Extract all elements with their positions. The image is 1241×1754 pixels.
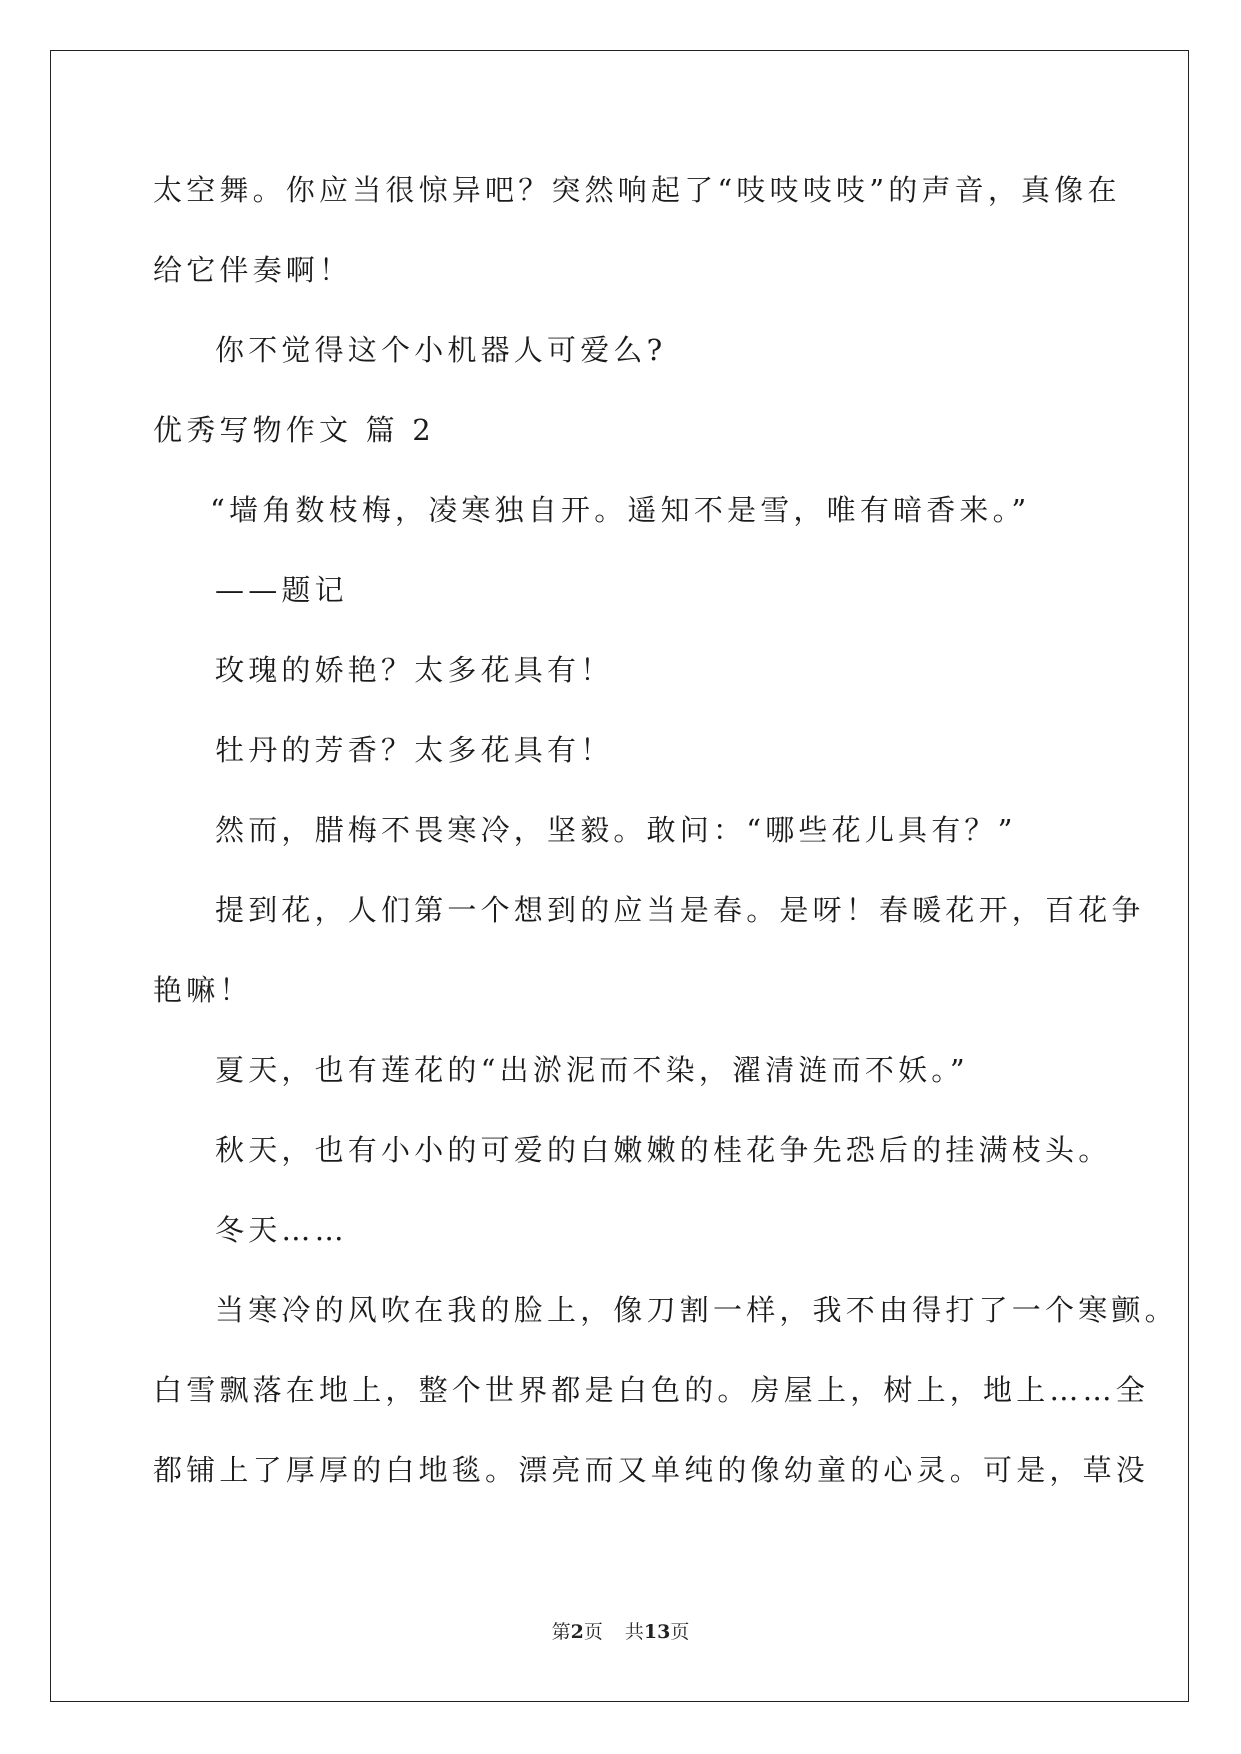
- text-line-8: 牡丹的芳香？太多花具有！: [215, 733, 614, 767]
- text-line-15: 当寒冷的风吹在我的脸上，像刀割一样，我不由得打了一个寒颤。: [215, 1293, 1178, 1327]
- footer-page-suffix: 页: [583, 1621, 603, 1643]
- text-line-17: 都铺上了厚厚的白地毯。漂亮而又单纯的像幼童的心灵。可是，草没: [153, 1453, 1150, 1487]
- text-line-3: 你不觉得这个小机器人可爱么?: [215, 333, 667, 367]
- text-line-7: 玫瑰的娇艳？太多花具有！: [215, 653, 614, 687]
- text-line-1: 太空舞。你应当很惊异吧？突然响起了“吱吱吱吱”的声音，真像在: [153, 173, 1121, 207]
- text-line-9: 然而，腊梅不畏寒冷，坚毅。敢问：“哪些花儿具有？”: [215, 813, 1017, 847]
- section-heading: 优秀写物作文 篇 2: [153, 413, 435, 447]
- footer-total-suffix: 页: [670, 1621, 690, 1643]
- footer-page-prefix: 第: [551, 1621, 571, 1643]
- text-line-14: 冬天……: [215, 1213, 348, 1247]
- text-line-2: 给它伴奏啊！: [153, 253, 353, 287]
- text-line-10: 提到花，人们第一个想到的应当是春。是呀！春暖花开，百花争: [215, 893, 1145, 927]
- epigraph-attribution: ——题记: [215, 573, 348, 607]
- text-line-11: 艳嘛！: [153, 973, 253, 1007]
- page-footer: [0, 1620, 1241, 1644]
- text-line-12: 夏天，也有莲花的“出淤泥而不染，濯清涟而不妖。”: [215, 1053, 969, 1087]
- text-line-13: 秋天，也有小小的可爱的白嫩嫩的桂花争先恐后的挂满枝头。: [215, 1133, 1112, 1167]
- footer-page-number: 2: [570, 1621, 584, 1643]
- footer-total-prefix: 共: [624, 1621, 644, 1643]
- epigraph-quote: “墙角数枝梅，凌寒独自开。遥知不是雪，唯有暗香来。”: [210, 493, 1031, 527]
- text-line-16: 白雪飘落在地上，整个世界都是白色的。房屋上，树上，地上……全: [153, 1373, 1150, 1407]
- footer-total-number: 13: [643, 1621, 671, 1643]
